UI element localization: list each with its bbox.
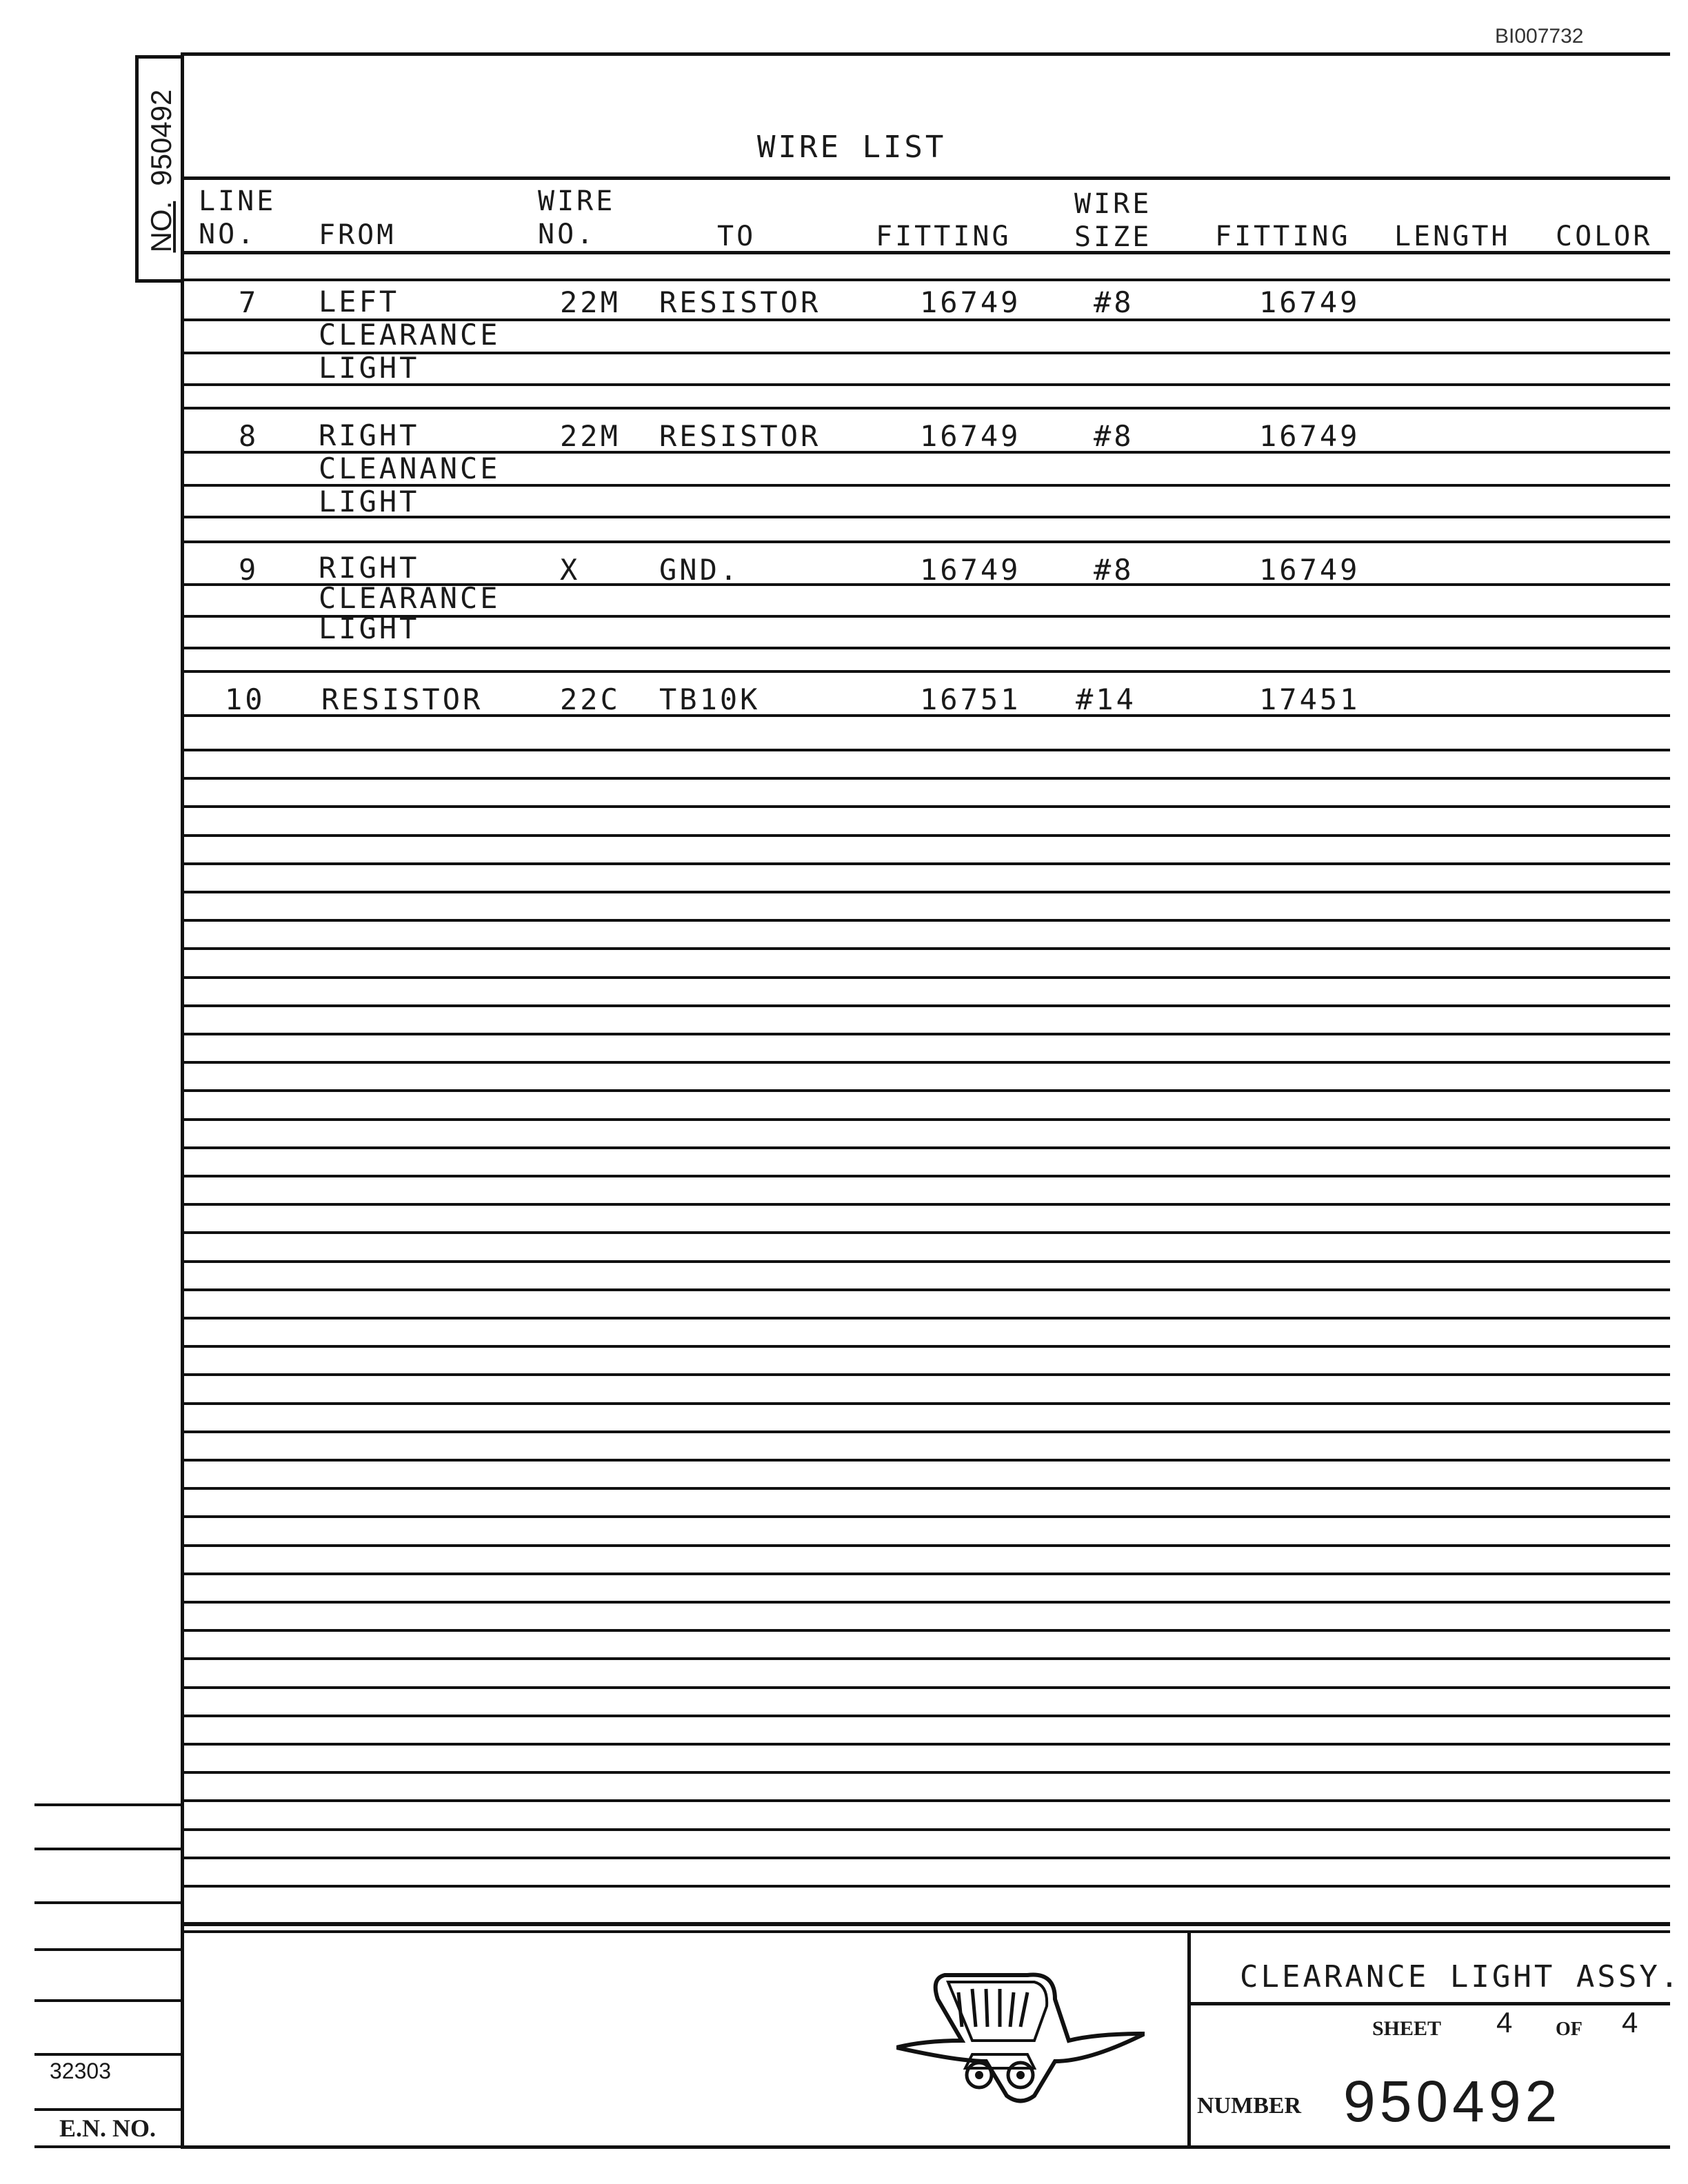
sheet-label: SHEET	[1372, 2017, 1442, 2040]
margin-ruled-line	[34, 1901, 182, 1904]
row-7-fitting-2: 16749	[1259, 285, 1360, 319]
ruled-line	[181, 1175, 1670, 1177]
row-10-wire-size: #14	[1076, 682, 1136, 716]
margin-ruled-line	[34, 1848, 182, 1850]
ruled-line	[181, 1146, 1670, 1149]
col-header-line-no: LINE NO.	[199, 185, 277, 250]
row-7-wire-size: #8	[1094, 285, 1134, 319]
col-header-wire-size: WIRE SIZE	[1074, 188, 1152, 253]
ruled-line	[181, 1601, 1670, 1604]
ruled-line	[181, 777, 1670, 780]
ruled-line	[181, 834, 1670, 837]
row-8-fitting-2: 16749	[1259, 419, 1360, 453]
row-9-from: RIGHT CLEARANCE LIGHT	[319, 551, 501, 645]
ruled-line	[181, 1771, 1670, 1774]
side-number-value: 950492	[145, 89, 177, 186]
ruled-line	[181, 1089, 1670, 1092]
ruled-line	[181, 749, 1670, 751]
page-title: WIRE LIST	[757, 130, 947, 165]
col-header-to: TO	[717, 221, 756, 252]
row-7-to: RESISTOR	[659, 285, 821, 319]
side-number-box	[135, 55, 181, 283]
row-9-to: GND.	[659, 553, 741, 587]
ruled-line	[181, 1857, 1670, 1859]
sheet-number: 4	[1496, 2006, 1513, 2039]
ruled-line	[181, 1004, 1670, 1007]
ruled-line	[181, 1061, 1670, 1064]
margin-ruled-line	[34, 2108, 182, 2111]
ruled-line	[181, 1885, 1670, 1888]
ruled-line	[181, 1345, 1670, 1348]
row-8-to: RESISTOR	[659, 419, 821, 453]
ruled-line	[181, 1231, 1670, 1234]
row-7-fitting-1: 16749	[920, 285, 1021, 319]
ruled-line	[181, 1544, 1670, 1547]
title-block-top-line-2	[181, 1930, 1670, 1933]
row-10-line: 10	[225, 682, 265, 716]
side-number-prefix: NO.	[145, 201, 177, 253]
row-9-line: 9	[239, 553, 259, 587]
ruled-line	[181, 1487, 1670, 1490]
col-header-fitting-1: FITTING	[876, 221, 1012, 252]
en-number-label: E.N. NO.	[59, 2114, 157, 2142]
ruled-line	[181, 1288, 1670, 1291]
en-number-value: 32303	[50, 2059, 111, 2083]
ruled-line	[181, 805, 1670, 808]
row-9-fitting-2: 16749	[1259, 553, 1360, 587]
ruled-line	[181, 1828, 1670, 1831]
ruled-line	[181, 1317, 1670, 1320]
margin-ruled-line	[34, 1948, 182, 1951]
title-block-divider	[1187, 1930, 1191, 2145]
ruled-line	[181, 862, 1670, 865]
drawing-number: 950492	[1343, 2069, 1562, 2134]
ruled-line	[181, 1573, 1670, 1575]
ruled-line	[181, 1629, 1670, 1632]
col-header-color: COLOR	[1556, 221, 1653, 252]
margin-ruled-line	[34, 1803, 182, 1806]
title-block-mid-line	[1187, 2002, 1670, 2005]
row-8-from: RIGHT CLEANANCE LIGHT	[319, 418, 501, 518]
ruled-line	[181, 1715, 1670, 1717]
ruled-line	[181, 1260, 1670, 1263]
ruled-line	[181, 1686, 1670, 1689]
ruled-line	[181, 1515, 1670, 1518]
margin-ruled-line	[34, 1999, 182, 2002]
ruled-line	[181, 1743, 1670, 1746]
col-header-from: FROM	[319, 219, 396, 251]
ruled-line	[181, 1033, 1670, 1035]
ruled-line	[181, 670, 1670, 673]
sheet-total: 4	[1622, 2006, 1638, 2039]
ruled-line	[181, 891, 1670, 893]
margin-ruled-line	[34, 2145, 182, 2148]
row-10-wire-no: 22C	[560, 682, 621, 716]
row-7-wire-no: 22M	[560, 285, 621, 319]
ruled-line	[181, 407, 1670, 410]
row-9-wire-no: X	[560, 553, 581, 587]
en-block-right-line	[181, 1799, 184, 2145]
ruled-line	[181, 947, 1670, 950]
ruled-line	[181, 647, 1670, 649]
title-block-top-line	[181, 1922, 1670, 1926]
header-bottom-line-2	[181, 279, 1670, 281]
col-header-fitting-2: FITTING	[1215, 221, 1351, 252]
ruled-line	[181, 1118, 1670, 1121]
row-8-wire-size: #8	[1094, 419, 1134, 453]
row-9-wire-size: #8	[1094, 553, 1134, 587]
col-header-length: LENGTH	[1394, 221, 1511, 252]
ruled-line	[181, 1799, 1670, 1802]
row-10-from: RESISTOR	[321, 682, 483, 716]
row-7-line: 7	[239, 285, 259, 319]
number-label: NUMBER	[1197, 2093, 1302, 2119]
ruled-line	[181, 976, 1670, 979]
ruled-line	[181, 1203, 1670, 1206]
row-8-fitting-1: 16749	[920, 419, 1021, 453]
ruled-line	[181, 1657, 1670, 1660]
ruled-line	[181, 1402, 1670, 1405]
row-7-from: LEFT CLEARANCE LIGHT	[319, 285, 501, 385]
frame-bottom-line	[181, 2145, 1670, 2149]
margin-ruled-line	[34, 2053, 182, 2056]
row-10-to: TB10K	[659, 682, 761, 716]
ruled-line	[181, 1459, 1670, 1462]
row-8-line: 8	[239, 419, 259, 453]
row-10-fitting-1: 16751	[920, 682, 1021, 716]
col-header-wire-no: WIRE NO.	[538, 185, 616, 250]
assembly-name: CLEARANCE LIGHT ASSY.	[1240, 1959, 1682, 1994]
ruled-line	[181, 919, 1670, 922]
row-8-wire-no: 22M	[560, 419, 621, 453]
document-id: BI007732	[1495, 25, 1584, 48]
ruled-line	[181, 540, 1670, 543]
row-10-fitting-2: 17451	[1259, 682, 1360, 716]
header-top-line	[181, 176, 1670, 180]
frame-top-line	[181, 52, 1670, 56]
ruled-line	[181, 1430, 1670, 1433]
ruled-line	[181, 1373, 1670, 1376]
row-9-fitting-1: 16749	[920, 553, 1021, 587]
of-label: OF	[1556, 2019, 1582, 2040]
company-logo-emblem	[896, 1958, 1145, 2110]
